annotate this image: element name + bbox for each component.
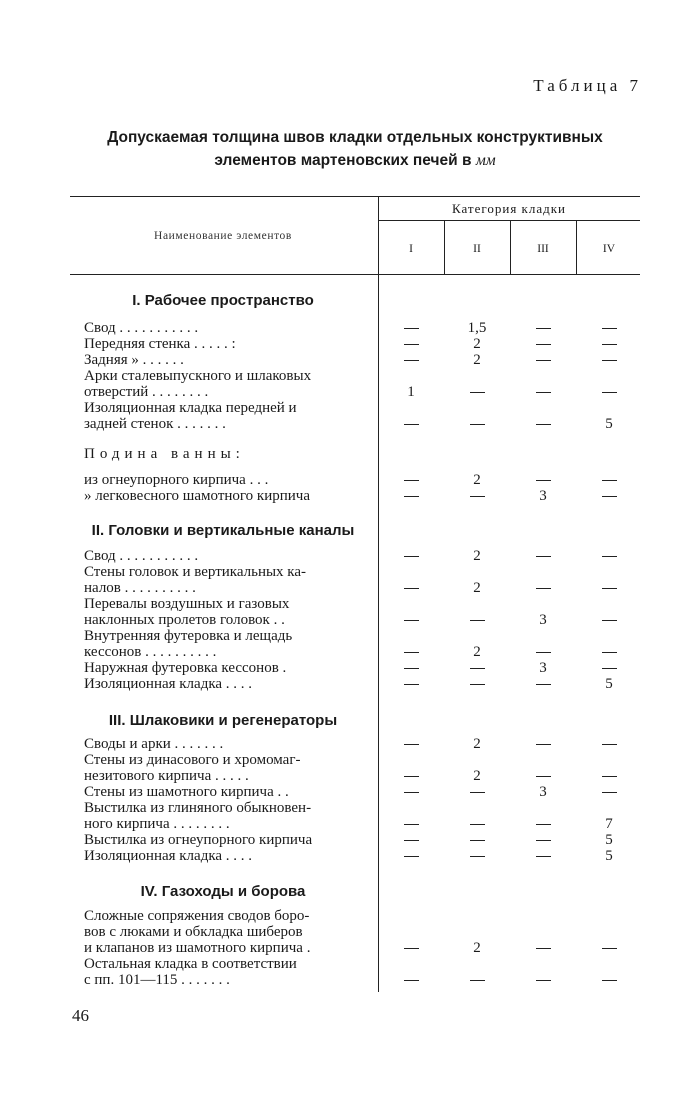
row-label-line: из огнеупорного кирпича . . . [84,472,269,488]
dash-mark [536,392,551,393]
table-cell [389,336,433,352]
dash-mark [602,392,617,393]
row-label-line: Свод . . . . . . . . . . . [84,548,199,564]
table-cell [389,580,433,596]
dash-mark [404,480,419,481]
table-cell: 7 [605,816,613,832]
table-cell: 5 [605,848,613,864]
dash-mark [602,620,617,621]
dash-mark [536,556,551,557]
table-cell [455,612,499,628]
dash-mark [404,424,419,425]
table-cell: 2 [473,336,481,352]
row-label-line: Перевалы воздушных и газовых [84,596,290,612]
table-cell [587,940,631,956]
row-label-line: Изоляционная кладка передней и [84,400,297,416]
dash-mark [602,980,617,981]
page-number: 46 [72,1006,89,1025]
table-cell [587,336,631,352]
dash-mark [404,684,419,685]
table-cell [521,816,565,832]
table-cell [389,612,433,628]
column-divider-1 [444,220,445,274]
row-label-line: и клапанов из шамотного кирпича . [84,940,311,956]
dash-mark [470,980,485,981]
table-cell [587,768,631,784]
table-cell [587,580,631,596]
row-label-line: задней стенок . . . . . . . [84,416,226,432]
table-cell [389,768,433,784]
table-cell: 3 [539,488,547,504]
table-cell [455,488,499,504]
section-title: IV. Газоходы и борова [140,883,306,900]
row-label-line: Свод . . . . . . . . . . . [84,320,199,336]
table-cell [521,580,565,596]
table-cell [389,416,433,432]
table-cell [389,848,433,864]
row-label-line: Подина ванны: [84,446,245,462]
table-cell [521,736,565,752]
dash-mark [602,328,617,329]
table-cell [455,416,499,432]
dash-mark [404,652,419,653]
table-cell: 5 [605,832,613,848]
table-cell [389,644,433,660]
dash-mark [602,496,617,497]
header-category: Категория кладки [451,201,567,216]
dash-mark [404,856,419,857]
table-cell [521,768,565,784]
table-cell [389,488,433,504]
row-label-line: Внутренняя футеровка и лещадь [84,628,293,644]
table-label: Таблица 7 [533,76,642,95]
table-cell: 1,5 [467,320,487,336]
dash-mark [602,344,617,345]
dash-mark [602,776,617,777]
table-cell [587,472,631,488]
row-label-line: Задняя » . . . . . . [84,352,184,368]
dash-mark [602,652,617,653]
table-cell [521,644,565,660]
row-label-line: Стены из шамотного кирпича . . [84,784,289,800]
table-cell [389,736,433,752]
section-title: III. Шлаковики и регенераторы [108,712,338,729]
table-cell [455,848,499,864]
dash-mark [602,360,617,361]
category-rule [378,220,640,221]
row-label-line: налов . . . . . . . . . . [84,580,196,596]
column-divider-2 [510,220,511,274]
dash-mark [602,792,617,793]
table-cell [455,972,499,988]
dash-mark [602,668,617,669]
dash-mark [470,668,485,669]
column-divider-3 [576,220,577,274]
dash-mark [404,588,419,589]
dash-mark [602,948,617,949]
dash-mark [404,776,419,777]
table-cell: 2 [473,548,481,564]
table-cell [587,736,631,752]
header-bottom-rule [70,274,640,275]
table-cell [521,320,565,336]
header-name-column: Наименование элементов [154,230,292,242]
row-label-line: Изоляционная кладка . . . . [84,848,253,864]
table-cell [455,816,499,832]
dash-mark [404,328,419,329]
row-label-line: Сложные сопряжения сводов боро- [84,908,310,924]
table-cell [389,660,433,676]
column-divider-name [378,196,379,992]
dash-mark [404,980,419,981]
row-label-line: отверстий . . . . . . . . [84,384,209,400]
row-label-line: кессонов . . . . . . . . . . [84,644,217,660]
dash-mark [404,620,419,621]
table-cell: 1 [407,384,415,400]
dash-mark [536,948,551,949]
dash-mark [602,588,617,589]
table-cell [521,384,565,400]
caption-line-2-text: элементов мартеновских печей в [214,152,472,169]
row-label-line: Арки сталевыпускного и шлаковых [84,368,312,384]
header-col-3: III [537,243,549,255]
dash-mark [536,360,551,361]
dash-mark [536,652,551,653]
table-cell [521,676,565,692]
table-cell: 2 [473,768,481,784]
dash-mark [602,480,617,481]
table-cell [587,548,631,564]
dash-mark [470,424,485,425]
table-cell: 5 [605,416,613,432]
table-cell [389,472,433,488]
dash-mark [470,620,485,621]
table-caption [70,126,640,172]
row-label-line: Стены головок и вертикальных ка- [84,564,307,580]
table-cell [587,660,631,676]
dash-mark [404,948,419,949]
dash-mark [536,684,551,685]
table-cell [455,832,499,848]
section-title: I. Рабочее пространство [132,292,314,309]
dash-mark [404,360,419,361]
dash-mark [536,588,551,589]
table-cell [521,832,565,848]
row-label-line: Остальная кладка в соответствии [84,956,297,972]
table-cell [521,972,565,988]
table-cell [587,972,631,988]
dash-mark [404,824,419,825]
table-cell [521,336,565,352]
table-cell [521,940,565,956]
row-label-line: » легковесного шамотного кирпича [84,488,310,504]
row-label-line: незитового кирпича . . . . . [84,768,249,784]
dash-mark [404,792,419,793]
table-cell [389,940,433,956]
table-cell [587,488,631,504]
dash-mark [404,744,419,745]
row-label-line: Стены из динасового и хромомаг- [84,752,301,768]
row-label-line: Передняя стенка . . . . . : [84,336,236,352]
table-cell [389,320,433,336]
table-cell: 2 [473,352,481,368]
table-cell [389,784,433,800]
table-top-rule [70,196,640,197]
table-cell [587,644,631,660]
table-cell [587,352,631,368]
table-cell: 2 [473,644,481,660]
row-label-line: наклонных пролетов головок . . [84,612,285,628]
table-cell: 2 [473,940,481,956]
dash-mark [470,792,485,793]
dash-mark [470,824,485,825]
table-cell [521,472,565,488]
caption-unit: мм [475,152,496,169]
dash-mark [536,980,551,981]
dash-mark [536,424,551,425]
table-cell [521,548,565,564]
table-cell [455,676,499,692]
dash-mark [470,496,485,497]
row-label-line: Выстилка из огнеупорного кирпича [84,832,313,848]
dash-mark [536,824,551,825]
table-cell [587,784,631,800]
dash-mark [404,668,419,669]
dash-mark [602,556,617,557]
table-cell: 2 [473,472,481,488]
table-cell: 3 [539,784,547,800]
dash-mark [536,776,551,777]
table-cell [389,676,433,692]
table-cell: 2 [473,580,481,596]
row-label-line: Своды и арки . . . . . . . [84,736,224,752]
row-label-line: с пп. 101—115 . . . . . . . [84,972,230,988]
header-col-1: I [409,243,413,255]
dash-mark [536,344,551,345]
dash-mark [404,556,419,557]
dash-mark [404,496,419,497]
dash-mark [470,392,485,393]
table-cell [389,352,433,368]
dash-mark [470,840,485,841]
header-col-2: II [473,243,481,255]
table-cell [521,848,565,864]
table-cell [455,384,499,400]
table-cell: 3 [539,612,547,628]
table-cell [455,784,499,800]
table-cell [521,352,565,368]
row-label-line: Выстилка из глиняного обыкновен- [84,800,312,816]
dash-mark [470,684,485,685]
dash-mark [602,744,617,745]
table-cell: 3 [539,660,547,676]
dash-mark [470,856,485,857]
table-cell: 2 [473,736,481,752]
dash-mark [536,328,551,329]
caption-line-2 [70,149,640,172]
row-label-line: Наружная футеровка кессонов . [84,660,287,676]
table-cell [587,384,631,400]
table-cell [587,320,631,336]
table-cell [455,660,499,676]
table-cell [389,816,433,832]
section-title: II. Головки и вертикальные каналы [91,522,355,539]
dash-mark [404,840,419,841]
table-cell [521,416,565,432]
table-cell: 5 [605,676,613,692]
dash-mark [536,480,551,481]
table-cell [389,832,433,848]
row-label-line: вов с люками и обкладка шиберов [84,924,303,940]
table-cell [587,612,631,628]
row-label-line: ного кирпича . . . . . . . . [84,816,230,832]
table-cell [389,548,433,564]
dash-mark [536,840,551,841]
dash-mark [536,856,551,857]
dash-mark [536,744,551,745]
row-label-line: Изоляционная кладка . . . . [84,676,253,692]
caption-line-1: Допускаемая толщина швов кладки отдельных конструктивных [107,129,603,146]
dash-mark [404,344,419,345]
header-col-4: IV [602,243,616,255]
table-cell [389,972,433,988]
